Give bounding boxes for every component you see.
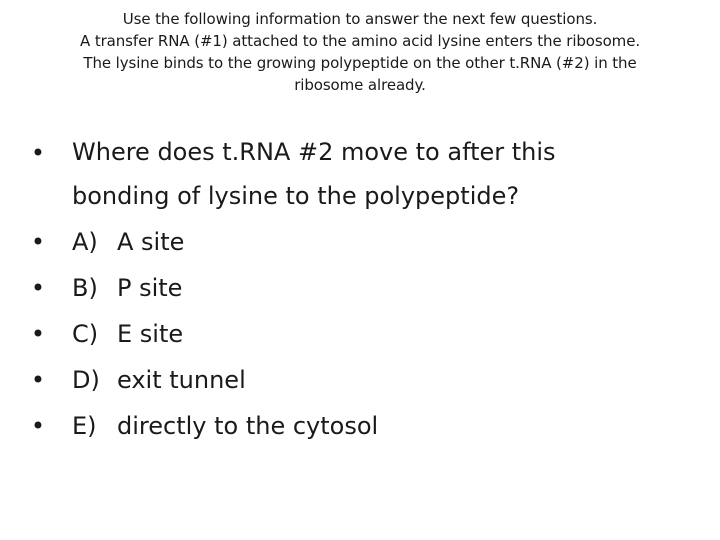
bullet-icon: •	[30, 228, 46, 256]
option-letter: D)	[72, 366, 100, 394]
bullet-icon: •	[30, 412, 46, 440]
option-text: E site	[117, 320, 184, 348]
option-letter: E)	[72, 412, 97, 440]
option-text: P site	[117, 274, 183, 302]
bullet-icon: •	[30, 139, 46, 167]
question-text	[72, 130, 632, 218]
bullet-icon: •	[30, 320, 46, 348]
option-letter: B)	[72, 274, 98, 302]
option-c	[28, 311, 708, 357]
bullet-icon: •	[30, 274, 46, 302]
instruction-line: A transfer RNA (#1) attached to the amino acid lysine enters the ribosome.	[80, 32, 640, 50]
option-b	[28, 265, 708, 311]
instruction-line: Use the following information to answer the next few questions.	[122, 10, 598, 28]
option-d	[28, 357, 708, 403]
question-line-2: bonding of lysine to the polypeptide?	[72, 182, 520, 210]
option-text: exit tunnel	[117, 366, 246, 394]
question-item	[28, 130, 708, 219]
instruction-line: ribosome already.	[294, 76, 426, 94]
option-letter: C)	[72, 320, 99, 348]
instruction-line: The lysine binds to the growing polypeptide on the other t.RNA (#2) in the	[83, 54, 637, 72]
option-a	[28, 219, 708, 265]
question-line-1: Where does t.RNA #2 move to after this	[72, 138, 556, 166]
bullet-icon: •	[30, 366, 46, 394]
option-text: directly to the cytosol	[117, 412, 379, 440]
option-letter: A)	[72, 228, 98, 256]
option-e	[28, 403, 708, 449]
question-list	[28, 130, 708, 449]
option-text: A site	[117, 228, 185, 256]
instructions-text	[40, 8, 680, 96]
